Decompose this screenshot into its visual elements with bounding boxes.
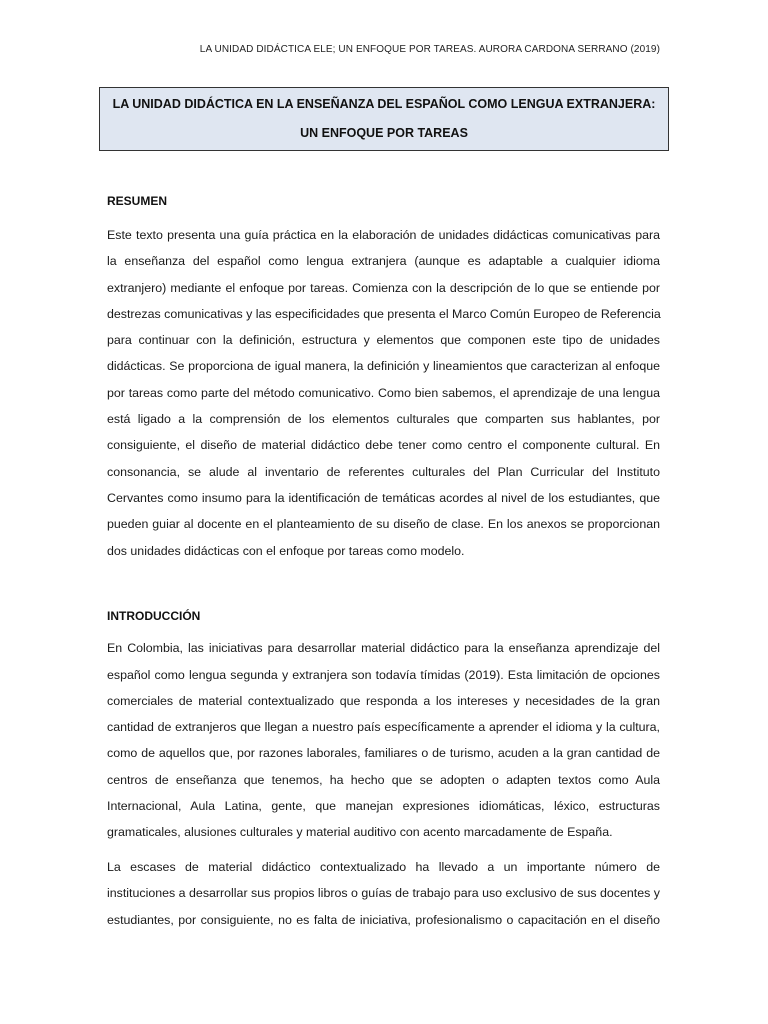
title-line-2: UN ENFOQUE POR TAREAS <box>300 126 468 140</box>
intro-line: centros de enseñanza que tenemos, ha hecho que se adopten o adapten textos como Aula <box>107 772 660 787</box>
introduction-paragraph-1 <box>107 609 660 846</box>
running-header: LA UNIDAD DIDÁCTICA ELE; UN ENFOQUE POR TAREAS. AURORA CARDONA SERRANO (2019) <box>199 44 660 55</box>
intro-line: como de aquellos que, por razones laborales, familiares o de turismo, acuden a la gran cantidad de <box>107 746 660 761</box>
title-box <box>99 87 669 151</box>
abstract-line: destrezas comunicativas y las especificidades que presenta el Marco Común Europeo de Referencia <box>107 306 661 321</box>
abstract-heading: RESUMEN <box>107 194 168 208</box>
abstract-line: está ligado a la comprensión de los elementos culturales que comparten sus hablantes, por <box>107 412 660 427</box>
abstract-line: Cervantes como insumo para la identificación de temáticas acordes al nivel de los estudiantes, que <box>107 490 660 505</box>
abstract-line: consonancia, se alude al inventario de referentes culturales del Plan Curricular del Instituto <box>107 464 660 479</box>
abstract-line: didácticas. Se proporciona de igual manera, la definición y lineamientos que caracterizan al enfoque <box>107 359 660 374</box>
intro-line: En Colombia, las iniciativas para desarrollar material didáctico para la enseñanza aprendizaje del <box>107 641 660 656</box>
abstract-line: extranjero) mediante el enfoque por tareas. Comienza con la descripción de lo que se entiende por <box>107 280 660 295</box>
intro-line: Internacional, Aula Latina, gente, que manejan expresiones idiomáticas, léxico, estructuras <box>107 799 660 814</box>
abstract-line: para continuar con la definición, estructura y elementos que componen este tipo de unidades <box>107 333 660 348</box>
title-line-1: LA UNIDAD DIDÁCTICA EN LA ENSEÑANZA DEL ESPAÑOL COMO LENGUA EXTRANJERA: <box>112 97 656 111</box>
abstract-line: pueden guiar al docente en el planteamiento de su diseño de clase. En los anexos se proporcionan <box>107 517 660 532</box>
abstract-line: dos unidades didácticas con el enfoque por tareas como modelo. <box>107 543 465 558</box>
abstract-paragraph <box>107 222 660 564</box>
abstract-line: Este texto presenta una guía práctica en la elaboración de unidades didácticas comunicativas para <box>107 228 660 242</box>
intro-line: cantidad de extranjeros que llegan a nuestro país específicamente a aprender el idioma y la cultura, <box>107 720 660 735</box>
intro-line: gramaticales, alusiones culturales y material auditivo con acento marcadamente de España. <box>107 825 613 840</box>
abstract-line: por tareas como parte del método comunicativo. Como bien sabemos, el aprendizaje de una lengua <box>107 385 660 400</box>
intro-line: comerciales de material contextualizado que responda a los intereses y necesidades de la gran <box>107 693 660 708</box>
intro-line: La escases de material didáctico contextualizado ha llevado a un importante número de <box>107 860 660 874</box>
abstract-line: la enseñanza del español como lengua extranjera (aunque es adaptable a cualquier idioma <box>107 254 660 269</box>
introduction-paragraph-2 <box>107 854 660 933</box>
introduction-heading: INTRODUCCIÓN <box>107 609 201 623</box>
abstract-line: consiguiente, el diseño de material didáctico debe tener como centro el componente cultural. En <box>107 438 660 453</box>
intro-line: estudiantes, por consiguiente, no es falta de iniciativa, profesionalismo o capacitación en el diseño <box>107 912 660 927</box>
intro-line: instituciones a desarrollar sus propios libros o guías de trabajo para uso exclusivo de sus docentes y <box>107 886 660 901</box>
intro-line: español como lengua segunda y extranjera son todavía tímidas (2019). Esta limitación de opciones <box>107 667 660 682</box>
